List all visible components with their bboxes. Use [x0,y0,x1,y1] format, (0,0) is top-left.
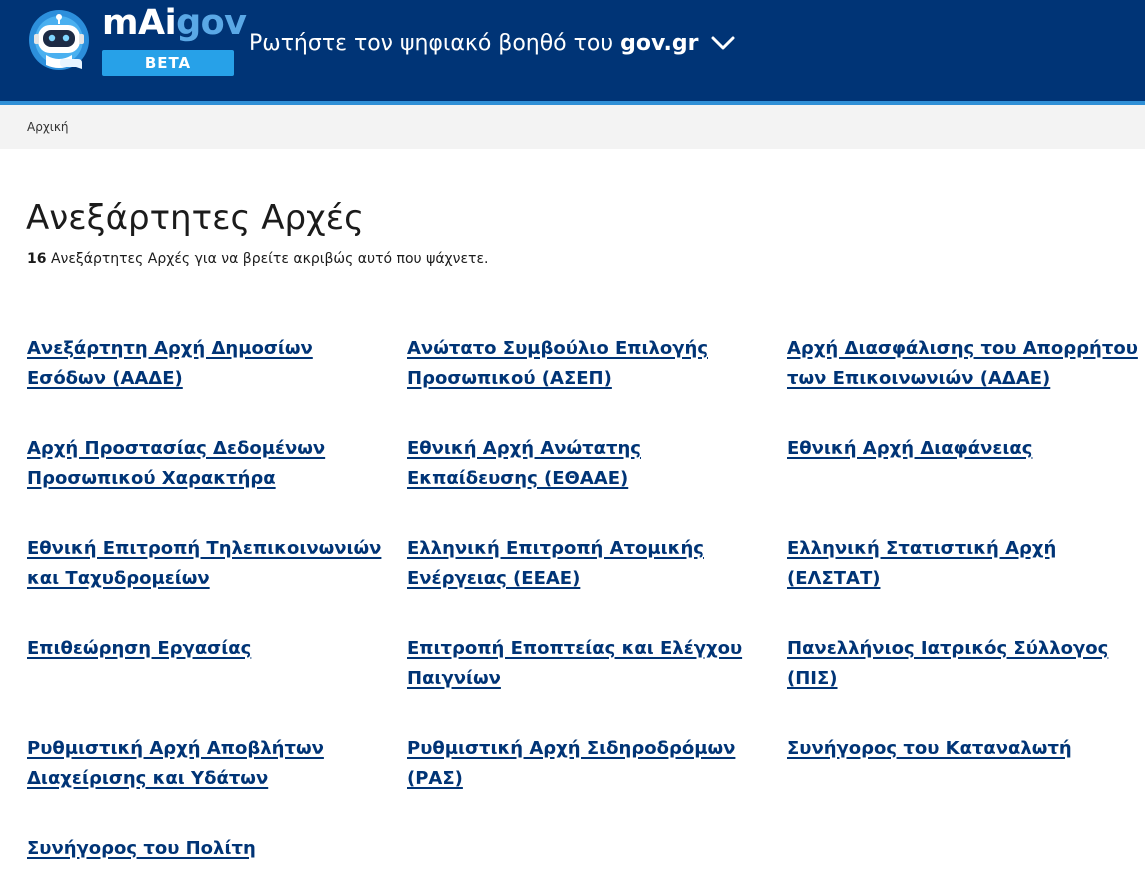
authority-link[interactable]: Ρυθμιστική Αρχή Σιδηροδρόμων (ΡΑΣ) [407,738,736,789]
authority-link[interactable]: Επιθεώρηση Εργασίας [27,638,252,659]
authority-link[interactable]: Αρχή Διασφάλισης του Απορρήτου των Επικοινωνιών (ΑΔΑΕ) [787,338,1138,389]
authority-link[interactable]: Συνήγορος του Πολίτη [27,838,256,859]
beta-badge: BETA [102,50,234,76]
breadcrumb [0,105,1145,149]
authority-link[interactable]: Ανεξάρτητη Αρχή Δημοσίων Εσόδων (ΑΑΔΕ) [27,338,313,389]
site-header [0,0,1145,101]
logo-text-ai: Ai [137,3,177,43]
authority-link[interactable]: Ανώτατο Συμβούλιο Επιλογής Προσωπικού (ΑΣΕΠ) [407,338,708,389]
tagline-brand: gov.gr [620,30,699,56]
page-subtitle [27,249,488,269]
subtitle-text: Ανεξάρτητες Αρχές για να βρείτε ακριβώς αυτό που ψάχνετε. [50,251,489,267]
authority-link[interactable]: Συνήγορος του Καταναλωτή [787,738,1072,759]
authority-link[interactable]: Πανελλήνιος Ιατρικός Σύλλογος (ΠΙΣ) [787,638,1109,689]
breadcrumb-home-link[interactable]: Αρχική [27,120,69,134]
assistant-dropdown-toggle[interactable] [249,24,736,62]
authority-link[interactable]: Εθνική Αρχή Διαφάνειας [787,438,1033,459]
tagline-text: Ρωτήστε τον ψηφιακό βοηθό του [249,30,614,56]
authority-link[interactable]: Αρχή Προστασίας Δεδομένων Προσωπικού Χαρακτήρα [27,438,326,489]
authority-link[interactable]: Ελληνική Επιτροπή Ατομικής Ενέργειας (ΕΕΑΕ) [407,538,704,589]
authority-link[interactable]: Ελληνική Στατιστική Αρχή (ΕΛΣΤΑΤ) [787,538,1057,589]
logo-text-m: m [102,3,138,43]
maigov-logo[interactable] [102,0,247,46]
authority-link[interactable]: Ρυθμιστική Αρχή Αποβλήτων Διαχείρισης και Υδάτων [27,738,324,789]
authority-link[interactable]: Επιτροπή Εποπτείας και Ελέγχου Παιγνίων [407,638,743,689]
results-count: 16 [27,251,47,267]
chevron-down-icon[interactable] [710,33,736,53]
logo-text-gov: gov [176,3,247,43]
authority-link[interactable]: Εθνική Αρχή Ανώτατης Εκπαίδευσης (ΕΘΑΑΕ) [407,438,641,489]
authority-link[interactable]: Εθνική Επιτροπή Τηλεπικοινωνιών και Ταχυδρομείων [27,538,382,589]
page-title: Ανεξάρτητες Αρχές [26,198,365,238]
robot-mascot-icon[interactable] [26,9,92,75]
